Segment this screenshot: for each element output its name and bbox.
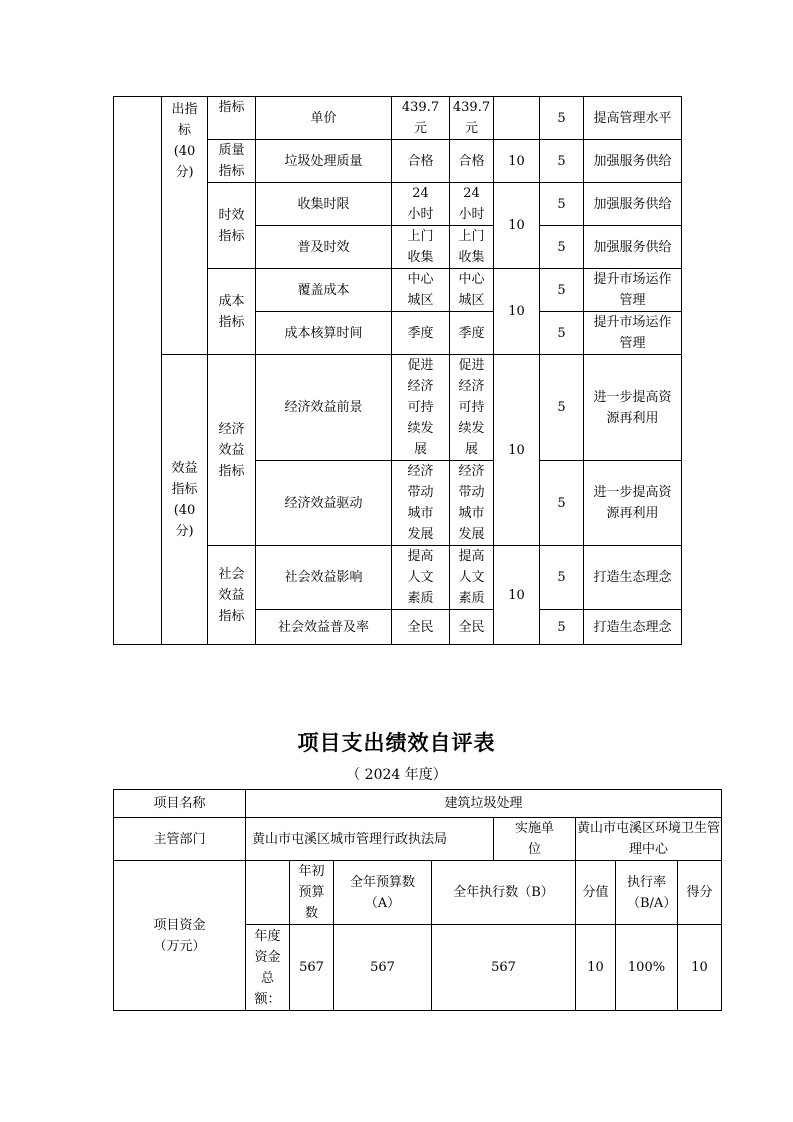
score-full: 5 bbox=[540, 97, 584, 140]
actual-value: 439.7元 bbox=[450, 97, 494, 140]
weight-cell bbox=[494, 97, 540, 140]
weight-cell: 10 bbox=[494, 355, 540, 546]
actual-value: 促进经济可持续发展 bbox=[450, 355, 494, 461]
indicator-name: 收集时限 bbox=[256, 183, 392, 226]
dept-label: 主管部门 bbox=[114, 818, 246, 861]
level1-indicator-cell bbox=[114, 97, 162, 645]
economic-subcategory: 经济效益指标 bbox=[208, 355, 256, 546]
plan-value: 上门收集 bbox=[392, 226, 450, 269]
dept-value: 黄山市屯溪区城市管理行政执法局 bbox=[246, 818, 494, 861]
score-full: 5 bbox=[540, 269, 584, 312]
plan-value: 24小时 bbox=[392, 183, 450, 226]
output-indicator-category: 出指标(40分) bbox=[162, 97, 208, 355]
self-evaluation-table bbox=[113, 789, 722, 1011]
note-cell: 进一步提高资源再利用 bbox=[584, 461, 682, 546]
note-cell: 提升市场运作管理 bbox=[584, 269, 682, 312]
weight-cell: 10 bbox=[494, 140, 540, 183]
exec-rate-header: 执行率（B/A） bbox=[616, 861, 678, 925]
actual-value: 经济带动城市发展 bbox=[450, 461, 494, 546]
plan-value: 全民 bbox=[392, 610, 450, 645]
annual-budget-value: 567 bbox=[334, 925, 432, 1011]
weight-cell: 10 bbox=[494, 269, 540, 355]
note-cell: 提高管理水平 bbox=[584, 97, 682, 140]
indicator-name: 社会效益影响 bbox=[256, 546, 392, 610]
timeliness-subcategory: 时效指标 bbox=[208, 183, 256, 269]
plan-value: 促进经济可持续发展 bbox=[392, 355, 450, 461]
score-full: 5 bbox=[540, 355, 584, 461]
indicator-name: 经济效益驱动 bbox=[256, 461, 392, 546]
score-full: 5 bbox=[540, 140, 584, 183]
annual-budget-header: 全年预算数（A） bbox=[334, 861, 432, 925]
fund-label: 项目资金（万元） bbox=[114, 861, 246, 1011]
note-cell: 加强服务供给 bbox=[584, 226, 682, 269]
social-subcategory: 社会效益指标 bbox=[208, 546, 256, 645]
plan-value: 季度 bbox=[392, 312, 450, 355]
note-cell: 打造生态理念 bbox=[584, 546, 682, 610]
project-name-label: 项目名称 bbox=[114, 790, 246, 818]
plan-value: 经济带动城市发展 bbox=[392, 461, 450, 546]
plan-value: 合格 bbox=[392, 140, 450, 183]
exec-rate-value: 100% bbox=[616, 925, 678, 1011]
actual-value: 中心城区 bbox=[450, 269, 494, 312]
note-cell: 打造生态理念 bbox=[584, 610, 682, 645]
actual-value: 上门收集 bbox=[450, 226, 494, 269]
score-full: 5 bbox=[540, 610, 584, 645]
indicator-name: 经济效益前景 bbox=[256, 355, 392, 461]
annual-exec-value: 567 bbox=[432, 925, 576, 1011]
actual-value: 合格 bbox=[450, 140, 494, 183]
quantity-subcategory: 指标 bbox=[208, 97, 256, 140]
indicator-name: 单价 bbox=[256, 97, 392, 140]
score-full: 5 bbox=[540, 461, 584, 546]
note-cell: 提升市场运作管理 bbox=[584, 312, 682, 355]
score-full: 5 bbox=[540, 546, 584, 610]
page-title: 项目支出绩效自评表 bbox=[297, 731, 496, 755]
indicator-name: 垃圾处理质量 bbox=[256, 140, 392, 183]
year-line: （ 2024 年度） bbox=[346, 767, 447, 783]
indicator-name: 成本核算时间 bbox=[256, 312, 392, 355]
plan-value: 中心城区 bbox=[392, 269, 450, 312]
weight-cell: 10 bbox=[494, 183, 540, 269]
score-value: 10 bbox=[678, 925, 722, 1011]
score-full: 5 bbox=[540, 312, 584, 355]
plan-value: 提高人文素质 bbox=[392, 546, 450, 610]
cost-subcategory: 成本指标 bbox=[208, 269, 256, 355]
impl-value: 黄山市屯溪区环境卫生管理中心 bbox=[576, 818, 722, 861]
score-full: 5 bbox=[540, 226, 584, 269]
plan-value: 439.7元 bbox=[392, 97, 450, 140]
quality-subcategory: 质量指标 bbox=[208, 140, 256, 183]
actual-value: 全民 bbox=[450, 610, 494, 645]
note-cell: 加强服务供给 bbox=[584, 140, 682, 183]
project-name-value: 建筑垃圾处理 bbox=[246, 790, 722, 818]
annual-exec-header: 全年执行数（B） bbox=[432, 861, 576, 925]
note-cell: 加强服务供给 bbox=[584, 183, 682, 226]
total-funds-label: 年度资金总额： bbox=[246, 925, 290, 1011]
score-full: 5 bbox=[540, 183, 584, 226]
indicator-name: 普及时效 bbox=[256, 226, 392, 269]
actual-value: 提高人文素质 bbox=[450, 546, 494, 610]
weight-cell: 10 bbox=[494, 546, 540, 645]
initial-budget-value: 567 bbox=[290, 925, 334, 1011]
note-cell: 进一步提高资源再利用 bbox=[584, 355, 682, 461]
performance-indicator-table bbox=[113, 96, 682, 645]
impl-label: 实施单位 bbox=[494, 818, 576, 861]
score-value-value: 10 bbox=[576, 925, 616, 1011]
actual-value: 24小时 bbox=[450, 183, 494, 226]
score-value-header: 分值 bbox=[576, 861, 616, 925]
actual-value: 季度 bbox=[450, 312, 494, 355]
benefit-indicator-category: 效益指标(40分) bbox=[162, 355, 208, 645]
indicator-name: 社会效益普及率 bbox=[256, 610, 392, 645]
indicator-name: 覆盖成本 bbox=[256, 269, 392, 312]
blank-header bbox=[246, 861, 290, 925]
initial-budget-header: 年初预算数 bbox=[290, 861, 334, 925]
score-header: 得分 bbox=[678, 861, 722, 925]
